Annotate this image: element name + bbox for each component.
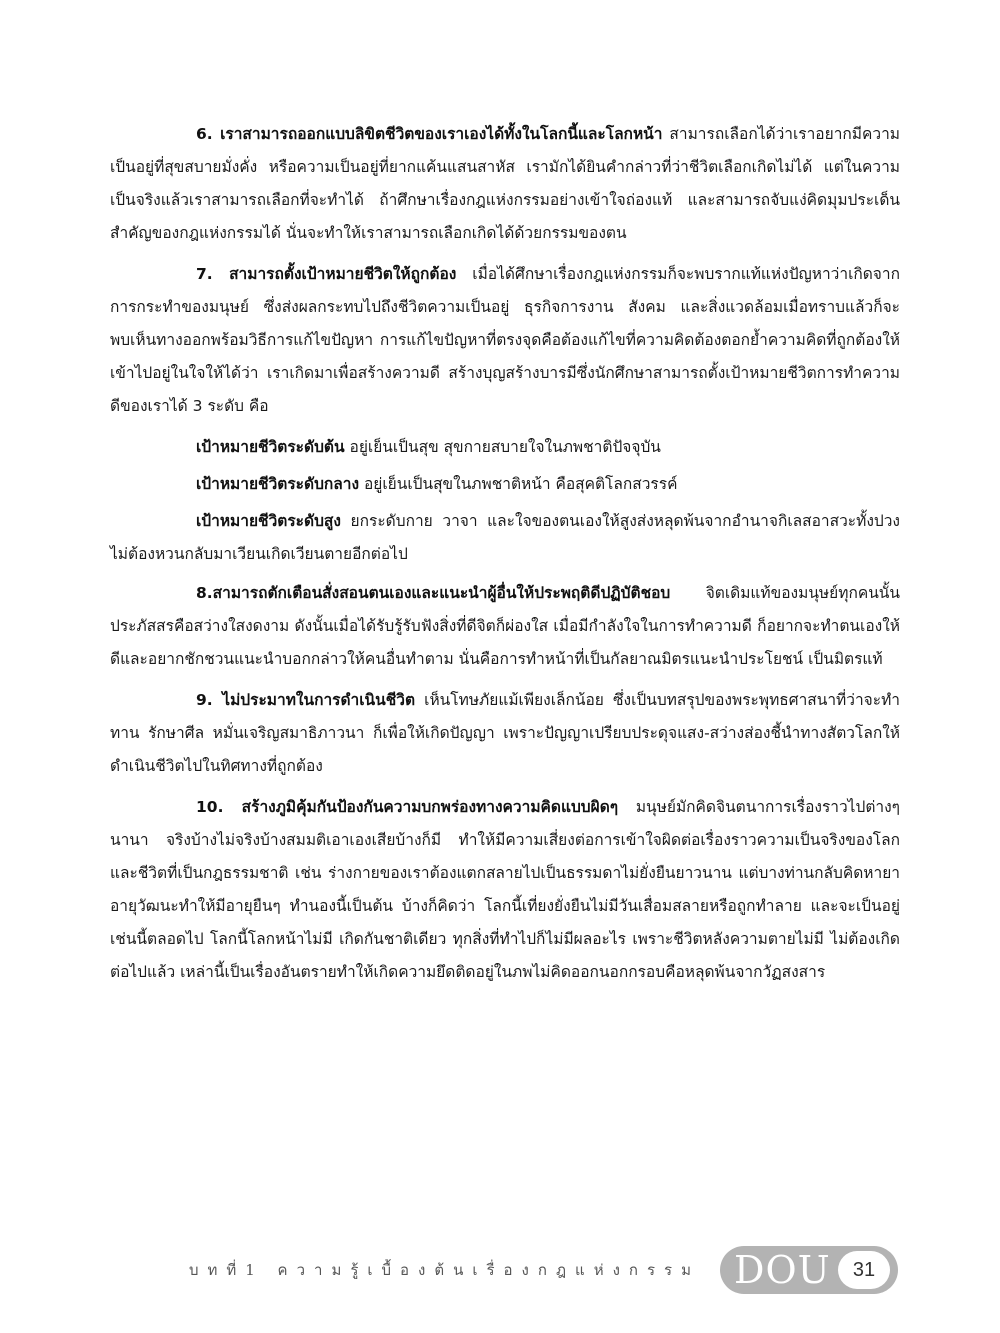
goal-text: อยู่เย็นเป็นสุขในภพชาติหน้า คือสุคติโลกสวรรค์ [359, 475, 678, 493]
paragraph-6 [110, 118, 900, 250]
paragraph-7 [110, 258, 900, 423]
page-number: 31 [838, 1251, 890, 1289]
goal-low [110, 431, 900, 464]
goal-text: ยกระดับกาย วาจา และใจของตนเองให้สูงส่งหลุดพ้นจากอำนาจกิเลสอาสวะทั้งปวง ไม่ต้องหวนกลับมาเวียนเกิดเวียนตายอีกต่อไป [110, 512, 900, 563]
page-footer [0, 1240, 1000, 1300]
chapter-title: บทที่1 ความรู้เบื้องต้นเรื่องกฎแห่งกรรม [188, 1261, 700, 1279]
paragraph-heading: 10. สร้างภูมิคุ้มกันป้องกันความบกพร่องทางความคิดแบบผิดๆ [196, 798, 619, 816]
paragraph-text: เมื่อได้ศึกษาเรื่องกฎแห่งกรรมก็จะพบรากแท้แห่งปัญหาว่าเกิดจากการกระทำของมนุษย์ ซึ่งส่งผลกระทบไปถึงชีวิตความเป็นอยู่ ธุรกิจการงาน สังคม และสิ่งแวดล้อมเมื่อทราบแล้วก็จะพบเห็นทางออกพร้อมวิธีการแก้ไขปัญหา การแก้ไขปัญหาที่ตรงจุดคือต้องแก้ไขที่ความคิดต้องตอกย้ำความคิดที่ถูกต้องให้เข้าไปอยู่ในใจให้ได้ว่า เราเกิดมาเพื่อสร้างความดี สร้างบุญสร้างบารมีซึ่งนักศึกษาสามารถตั้งเป้าหมายชีวิตการทำความดีของเราได้ 3 ระดับ คือ [110, 265, 900, 415]
paragraph-text: จิตเดิมแท้ของมนุษย์ทุกคนนั้นประภัสสรคือสว่างใสงดงาม ดังนั้นเมื่อได้รับรู้รับฟังสิ่งที่ดีจิตก็ผ่องใส เมื่อมีกำลังใจในการทำความดี ก็อยากจะทำตนเองให้ดีและอยากชักชวนแนะนำบอกกล่าวให้คนอื่นทำตาม นั่นคือการทำหน้าที่เป็นกัลยาณมิตรแนะนำประโยชน์ เป็นมิตรแท้ [110, 584, 900, 668]
paragraph-heading: 7. สามารถตั้งเป้าหมายชีวิตให้ถูกต้อง [196, 265, 457, 283]
page-badge [720, 1246, 898, 1294]
goal-text: อยู่เย็นเป็นสุข สุขกายสบายใจในภพชาติปัจจุบัน [344, 438, 661, 456]
paragraph-heading: 6. เราสามารถออกแบบลิขิตชีวิตของเราเองได้ทั้งในโลกนี้และโลกหน้า [196, 125, 663, 143]
page-body [110, 118, 900, 997]
paragraph-8 [110, 577, 900, 676]
paragraph-heading: 9. ไม่ประมาทในการดำเนินชีวิต [196, 691, 416, 709]
paragraph-text: เห็นโทษภัยแม้เพียงเล็กน้อย ซึ่งเป็นบทสรุปของพระพุทธศาสนาที่ว่าจะทำทาน รักษาศีล หมั่นเจริญสมาธิภาวนา ก็เพื่อให้เกิดปัญญา เพราะปัญญาเปรียบประดุจแสง-สว่างส่องชี้นำทางสัตวโลกให้ดำเนินชีวิตไปในทิศทางที่ถูกต้อง [110, 691, 900, 775]
goal-mid [110, 468, 900, 501]
goal-heading: เป้าหมายชีวิตระดับกลาง [196, 475, 360, 493]
paragraph-text: สามารถเลือกได้ว่าเราอยากมีความเป็นอยู่ที่สุขสบายมั่งคั่ง หรือความเป็นอยู่ที่ยากแค้นแสนสาหัส เรามักได้ยินคำกล่าวที่ว่าชีวิตเลือกเกิดไม่ได้ แต่ในความเป็นจริงแล้วเราสามารถเลือกที่จะทำได้ ถ้าศึกษาเรื่องกฎแห่งกรรมอย่างเข้าใจถ่องแท้ และสามารถจับแง่คิดมุมประเด็นสำคัญของกฎแห่งกรรมได้ นั่นจะทำให้เราสามารถเลือกเกิดได้ด้วยกรรมของตน [110, 125, 900, 242]
paragraph-9 [110, 684, 900, 783]
dou-logo: DOU [734, 1248, 831, 1292]
goal-heading: เป้าหมายชีวิตระดับสูง [196, 512, 341, 530]
paragraph-text: มนุษย์มักคิดจินตนาการเรื่องราวไปต่างๆ นานา จริงบ้างไม่จริงบ้างสมมติเอาเองเสียบ้างก็มี ทำให้มีความเสี่ยงต่อการเข้าใจผิดต่อเรื่องราวความเป็นจริงของโลกและชีวิตที่เป็นกฎธรรมชาติ เช่น ร่างกายของเราต้องแตกสลายไปเป็นธรรมดาไม่ยั่งยืนยาวนาน แต่บางท่านกลับคิดหายาอายุวัฒนะทำให้มีอายุยืนๆ ทำนองนี้เป็นต้น บ้างก็คิดว่า โลกนี้เที่ยงยั่งยืนไม่มีวันเสื่อมสลายหรือถูกทำลาย และจะเป็นอยู่เช่นนี้ตลอดไป โลกนี้โลกหน้าไม่มี เกิดกันชาติเดียว ทุกสิ่งที่ทำไปก็ไม่มีผลอะไร เพราะชีวิตหลังความตายไม่มี ไม่ต้องเกิดต่อไปแล้ว เหล่านี้เป็นเรื่องอันตรายทำให้เกิดความยึดติดอยู่ในภพไม่คิดออกนอกกรอบคือหลุดพ้นจากวัฏสงสาร [110, 798, 900, 981]
goal-heading: เป้าหมายชีวิตระดับต้น [196, 438, 345, 456]
paragraph-heading: 8.สามารถตักเตือนสั่งสอนตนเองและแนะนำผู้อื่นให้ประพฤติดีปฏิบัติชอบ [196, 584, 671, 602]
goal-high [110, 505, 900, 571]
paragraph-10 [110, 791, 900, 989]
